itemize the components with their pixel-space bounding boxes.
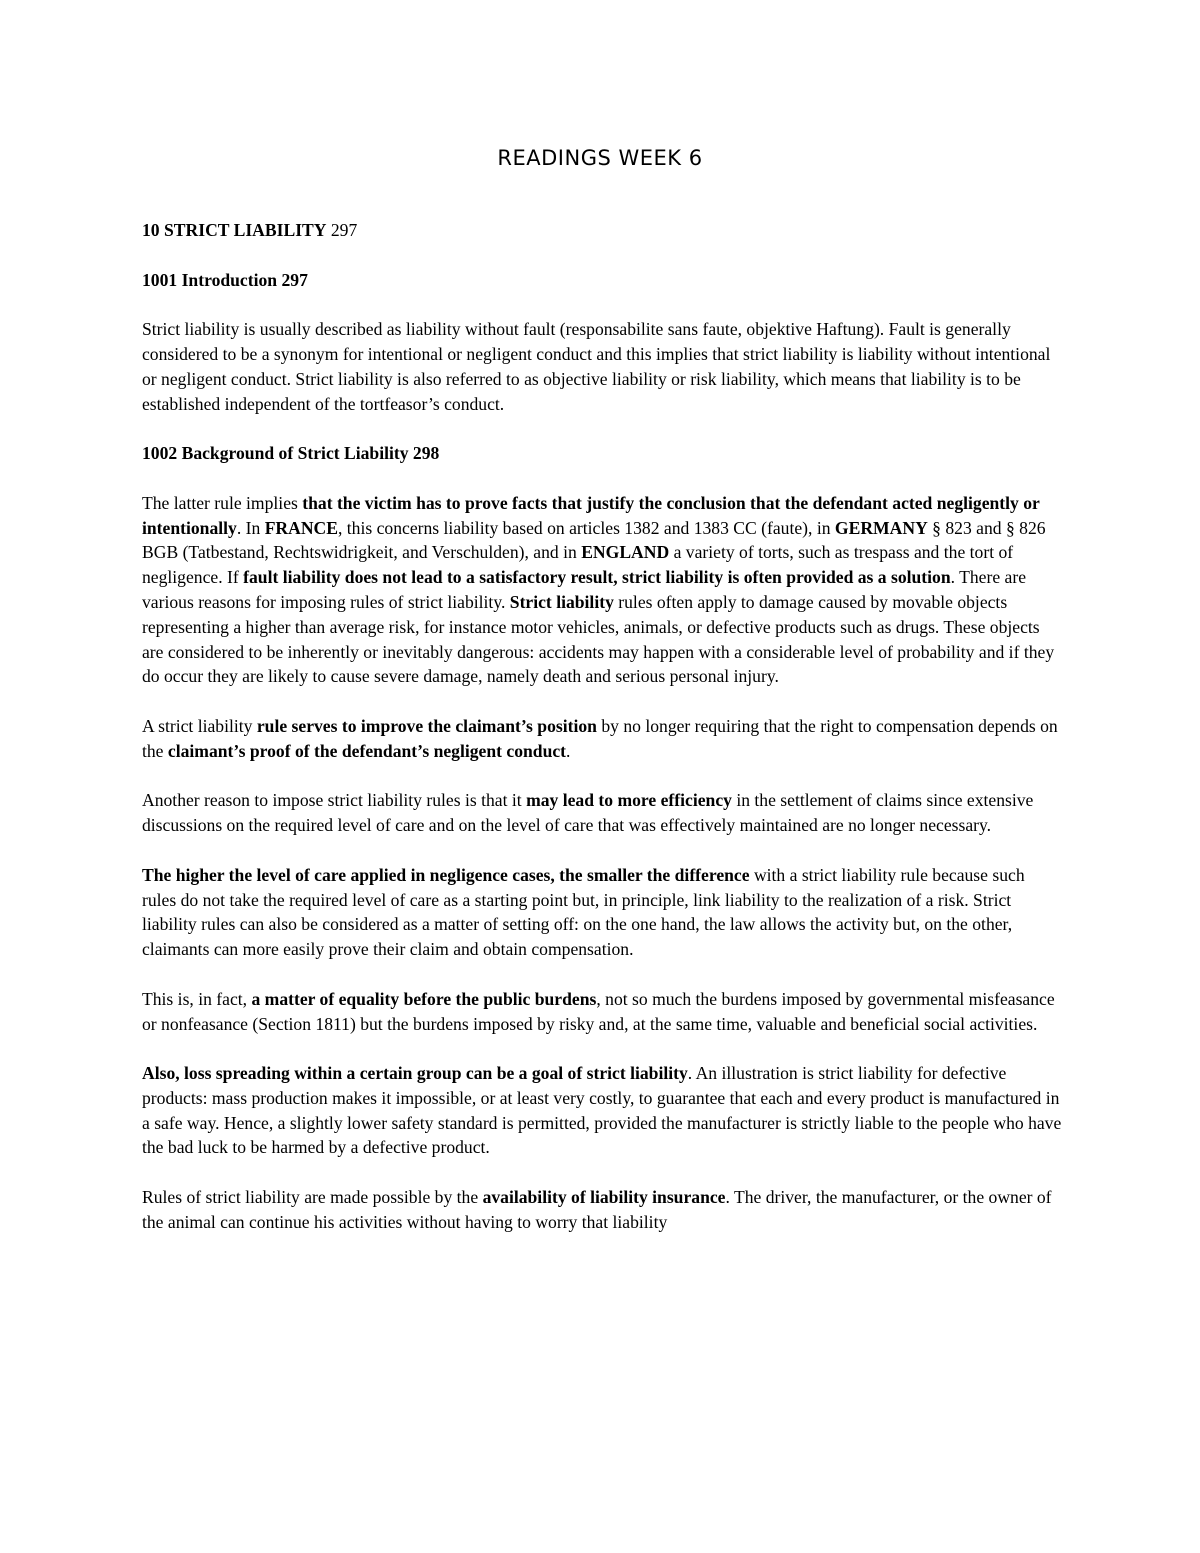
bold-text: that the victim has to prove facts that justify the conclusion that the defendant acted negligently or intentionally	[142, 492, 1040, 538]
bold-text: GERMANY	[834, 517, 928, 538]
text-run: a variety of torts, such as trespass and the tort of negligence. If	[142, 542, 1014, 588]
chapter-heading	[142, 218, 1062, 243]
bold-text: fault liability does not lead to a satisfactory result, strict liability is often provided as a solution	[243, 567, 951, 588]
text-run: by no longer requiring that the right to compensation depends on the	[142, 715, 1058, 761]
text-run: This is, in fact,	[142, 988, 252, 1009]
body-paragraph	[142, 317, 1062, 416]
chapter-heading-label: 10 STRICT LIABILITY	[142, 220, 327, 240]
text-run: with a strict liability rule because such rules do not take the required level of care as a starting point but, in principle, link liability to the realization of a risk. Strict liability rules can also be considered as a matter of setting off: on the one hand, the law allows the activity but, on the other, claimants can more easily prove their claim and obtain compensation.	[142, 864, 1025, 960]
section-heading: 1002 Background of Strict Liability 298	[142, 443, 440, 464]
bold-text: rule serves to improve the claimant’s position	[256, 715, 597, 736]
text-run: § 823 and § 826 BGB (Tatbestand, Rechtswidrigkeit, and Verschulden), and in	[142, 517, 1046, 563]
bold-text: Also, loss spreading within a certain group can be a goal of strict liability	[142, 1063, 688, 1084]
paragraph-list	[142, 317, 1062, 1234]
bold-text: Strict liability	[509, 591, 614, 612]
text-run: , this concerns liability based on articles 1382 and 1383 CC (faute), in	[338, 517, 835, 538]
body-paragraph	[142, 1061, 1062, 1160]
text-run: rules often apply to damage caused by movable objects representing a higher than average risk, for instance motor vehicles, animals, or defective products such as drugs. These objects are considered to be inherently or inevitably dangerous: accidents may happen with a considerable level of probability and if they do occur they are likely to cause severe damage, namely death and serious personal injury.	[142, 591, 1055, 687]
body-paragraph	[142, 788, 1062, 838]
section-heading-introduction: 1001 Introduction 297	[142, 269, 308, 290]
text-run: Strict liability is usually described as liability without fault (responsabilite sans faute, objektive Haftung). Fault is generally considered to be a synonym for intentional or negligent conduct and this implies that strict liability is liability without intentional or negligent conduct. Strict liability is also referred to as objective liability or risk liability, which means that liability is to be established independent of the tortfeasor’s conduct.	[142, 319, 1051, 414]
body-paragraph	[142, 863, 1062, 962]
bold-text: availability of liability insurance	[482, 1187, 726, 1208]
body-paragraph	[142, 714, 1062, 764]
text-run: Rules of strict liability are made possible by the	[142, 1187, 483, 1208]
bold-text: The higher the level of care applied in negligence cases, the smaller the difference	[142, 864, 750, 885]
bold-text: a matter of equality before the public burdens	[251, 988, 597, 1009]
text-run: . In	[236, 517, 265, 538]
text-run: . The driver, the manufacturer, or the owner of the animal can continue his activities without having to worry that liability	[142, 1187, 1052, 1232]
text-run: . An illustration is strict liability for defective products: mass production makes it impossible, or at least very costly, to guarantee that each and every product is manufactured in a safe way. Hence, a slightly lower safety standard is permitted, provided the manufacturer is strictly liable to the people who have the bad luck to be harmed by a defective product.	[142, 1063, 1062, 1158]
text-run: . There are various reasons for imposing rules of strict liability.	[142, 567, 1027, 612]
bold-text: FRANCE	[264, 517, 338, 538]
text-run: The latter rule implies	[142, 492, 303, 513]
text-run: in the settlement of claims since extensive discussions on the required level of care and on the level of care that was effectively maintained are no longer necessary.	[142, 790, 1034, 836]
body-paragraph	[142, 491, 1062, 689]
document-body	[142, 218, 1062, 1259]
body-paragraph	[142, 987, 1062, 1037]
text-run: A strict liability	[142, 715, 257, 736]
bold-text: may lead to more efficiency	[526, 790, 732, 811]
chapter-heading-page: 297	[326, 220, 358, 240]
text-run: Another reason to impose strict liability rules is that it	[142, 790, 527, 811]
page-title: READINGS WEEK 6	[497, 146, 703, 170]
text-run: .	[566, 740, 571, 761]
text-run: , not so much the burdens imposed by governmental misfeasance or nonfeasance (Section 1811) but the burdens imposed by risky and, at the same time, valuable and beneficial social activities.	[142, 988, 1055, 1034]
bold-text: ENGLAND	[581, 542, 670, 563]
body-paragraph	[142, 1185, 1062, 1235]
bold-text: claimant’s proof of the defendant’s negligent conduct	[167, 740, 567, 761]
